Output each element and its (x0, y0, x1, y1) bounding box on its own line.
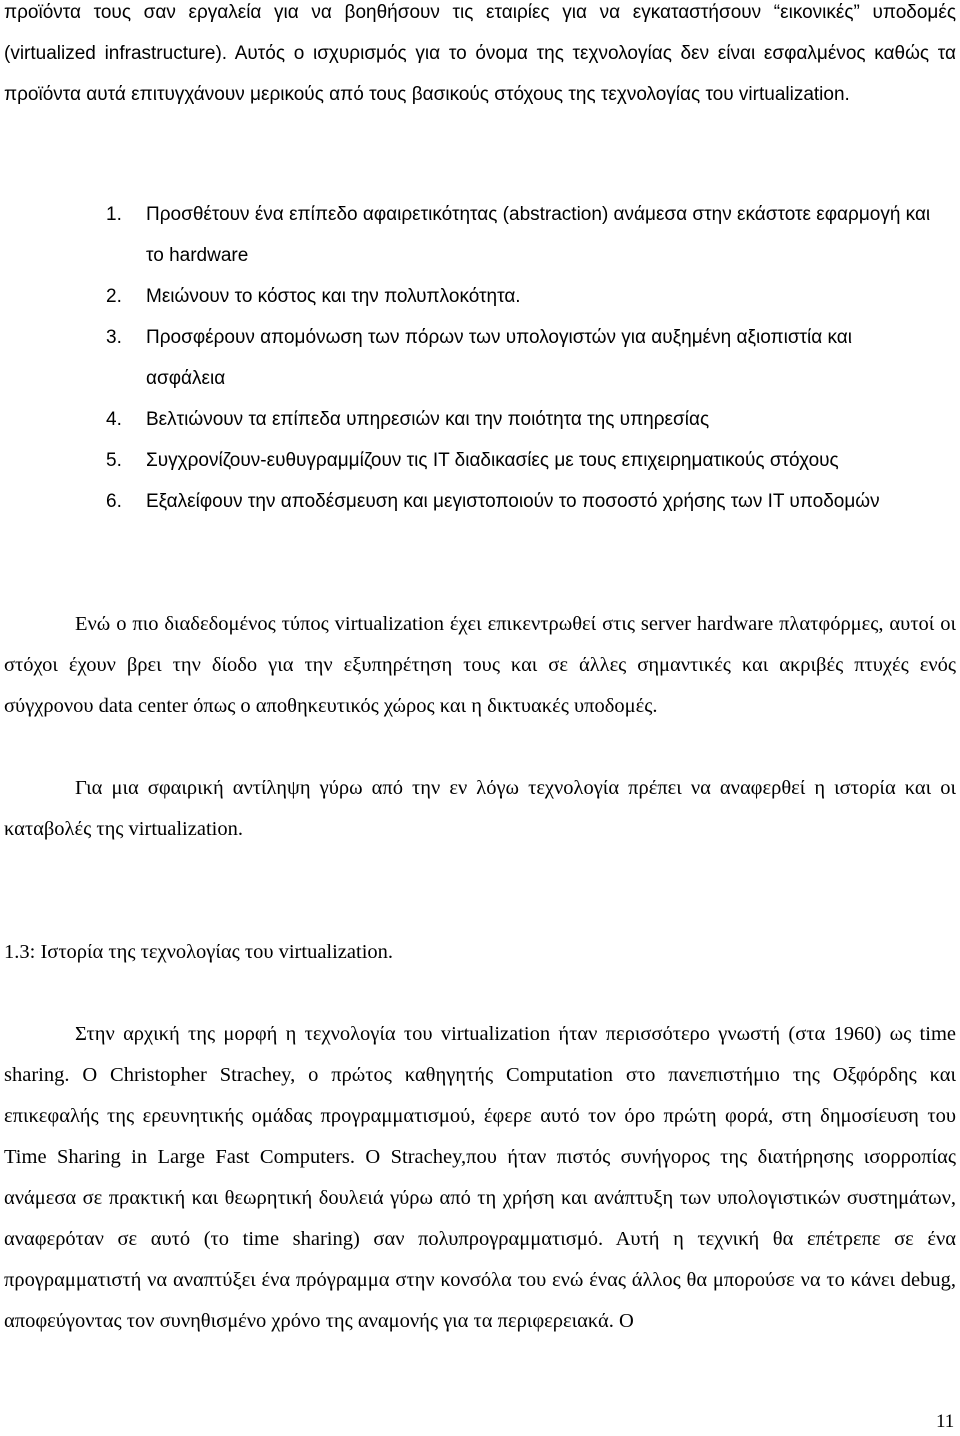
list-item (106, 440, 936, 481)
page-number: 11 (936, 1411, 955, 1432)
intro-paragraph: προϊόντα τους σαν εργαλεία για να βοηθήσουν τις εταιρίες για να εγκαταστήσουν “εικονικές” υποδομές (virtualized infrastructure). Αυτός ο ισχυρισμός για το όνομα της τεχνολογίας δεν είναι εσφαλμένος καθώς τα προϊόντα αυτά επιτυγχάνουν μερικούς από τους βασικούς στόχους της τεχνολογίας του virtualization. (4, 2, 956, 105)
server-platforms-paragraph: Ενώ ο πιο διαδεδομένος τύπος virtualization έχει επικεντρωθεί στις server hardware πλατφόρμες, αυτοί οι στόχοι έχουν βρει την δίοδο για την εξυπηρέτηση τους και σε άλλες σημαντικές και ακριβές πτυχές ενός σύγχρονου data center όπως ο αποθηκευτικός χώρος και η δικτυακές υποδομές. (4, 613, 956, 717)
list-item-number: 5. (106, 450, 122, 471)
list-item-text: Εξαλείφουν την αποδέσμευση και μεγιστοποιούν το ποσοστό χρήσης των IT υποδομών (146, 491, 880, 512)
history-intro-paragraph: Για μια σφαιρική αντίληψη γύρω από την εν λόγω τεχνολογία πρέπει να αναφερθεί η ιστορία και οι καταβολές της virtualization. (4, 777, 956, 840)
list-item-text: Συγχρονίζουν-ευθυγραμμίζουν τις IT διαδικασίες με τους επιχειρηματικούς στόχους (146, 450, 839, 471)
list-item-text: Προσφέρουν απομόνωση των πόρων των υπολογιστών για αυξημένη αξιοπιστία και ασφάλεια (146, 327, 853, 389)
list-item-number: 4. (106, 409, 122, 430)
list-item-text: Βελτιώνουν τα επίπεδα υπηρεσιών και την ποιότητα της υπηρεσίας (146, 409, 710, 430)
list-item-number: 1. (106, 204, 122, 225)
list-item-number: 2. (106, 286, 122, 307)
history-paragraph: Στην αρχική της μορφή η τεχνολογία του virtualization ήταν περισσότερο γνωστή (στα 1960) ως time sharing. O Christopher Strachey, ο πρώτος καθηγητής Computation στο πανεπιστήμιο της Οξφόρδης και επικεφαλής της ερευνητικής ομάδας προγραμματισμού, έφερε αυτό τον όρο πρώτη φορά, στη δημοσίευση του Time Sharing in Large Fast Computers. O Strachey,που ήταν πιστός συνήγορος της διατήρησης ισορροπίας ανάμεσα σε πρακτική και θεωρητική δουλειά γύρω από τη χρήση και ανάπτυξη των υπολογιστικών συστημάτων, αναφερόταν σε αυτό (το time sharing) σαν πολυπρογραμματισμό. Αυτή η τεχνική θα επέτρεπε σε ένα προγραμματιστή να αναπτύξει ένα πρόγραμμα στην κονσόλα του ενώ ένας άλλος θα μπορούσε να το κάνει debug, αποφεύγοντας τον συνηθισμένο χρόνο της αναμονής για τα περιφερειακά. O (4, 1023, 956, 1332)
list-item-number: 6. (106, 491, 122, 512)
list-item (106, 194, 936, 276)
list-item-text: Μειώνουν το κόστος και την πολυπλοκότητα. (146, 286, 521, 307)
list-item (106, 276, 936, 317)
virtualization-goals-list (106, 194, 936, 522)
list-item (106, 481, 936, 522)
list-item (106, 317, 936, 399)
section-heading: 1.3: Ιστορία της τεχνολογίας του virtualization. (4, 941, 394, 963)
list-item-text: Προσθέτουν ένα επίπεδο αφαιρετικότητας (abstraction) ανάμεσα στην εκάστοτε εφαρμογή και το hardware (146, 204, 931, 266)
list-item (106, 399, 936, 440)
list-item-number: 3. (106, 327, 122, 348)
